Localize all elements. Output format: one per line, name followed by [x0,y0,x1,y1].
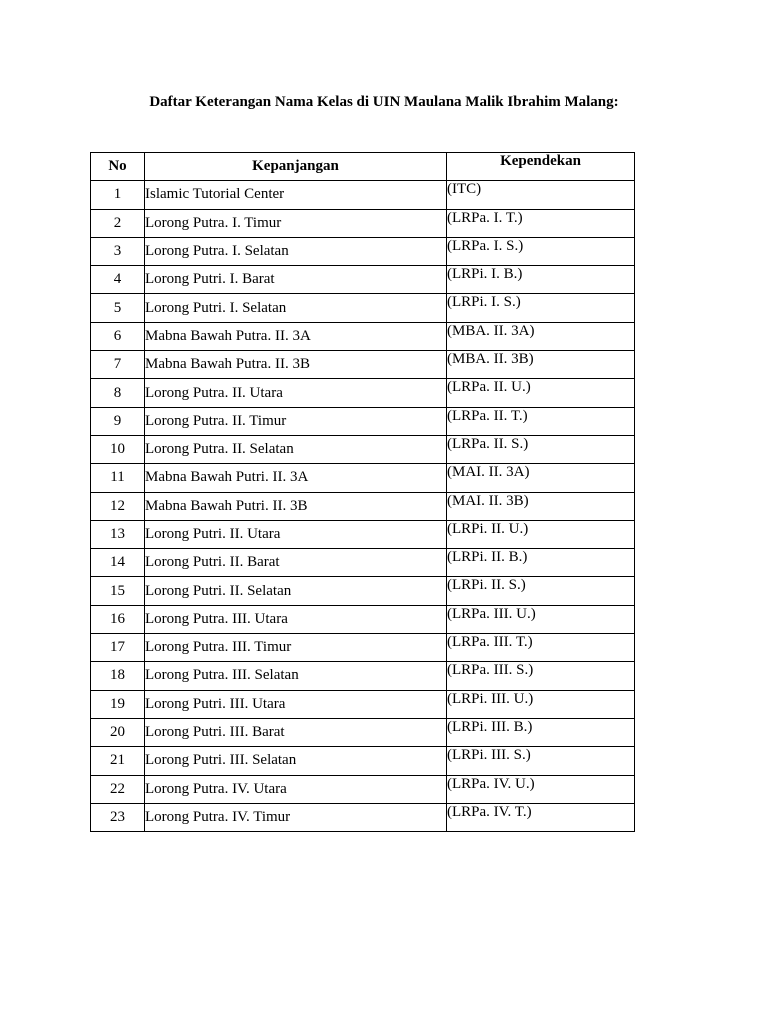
page-title: Daftar Keterangan Nama Kelas di UIN Maulana Malik Ibrahim Malang: [149,94,619,110]
row-kependekan: (LRPa. I. T.) [447,209,635,237]
table-row [91,662,635,690]
row-kepanjangan: Lorong Putri. III. Barat [145,718,447,746]
row-number: 17 [91,634,145,662]
row-kepanjangan: Lorong Putri. II. Barat [145,549,447,577]
row-number: 18 [91,662,145,690]
row-kependekan: (LRPi. I. B.) [447,266,635,294]
row-number: 11 [91,464,145,492]
row-number: 15 [91,577,145,605]
table-row [91,379,635,407]
table-row [91,577,635,605]
row-kependekan: (MBA. II. 3A) [447,322,635,350]
row-kependekan: (MAI. II. 3B) [447,492,635,520]
row-kependekan: (ITC) [447,181,635,209]
table-row [91,690,635,718]
row-number: 8 [91,379,145,407]
table-row [91,775,635,803]
row-kepanjangan: Lorong Putri. I. Selatan [145,294,447,322]
row-number: 4 [91,266,145,294]
row-kependekan: (LRPa. II. T.) [447,407,635,435]
row-kepanjangan: Lorong Putra. IV. Utara [145,775,447,803]
row-kepanjangan: Lorong Putri. II. Selatan [145,577,447,605]
table-row [91,407,635,435]
table-row [91,549,635,577]
table-row [91,351,635,379]
table-row [91,294,635,322]
row-kepanjangan: Mabna Bawah Putra. II. 3A [145,322,447,350]
row-kependekan: (LRPi. III. U.) [447,690,635,718]
row-kependekan: (MBA. II. 3B) [447,351,635,379]
row-kepanjangan: Islamic Tutorial Center [145,181,447,209]
row-number: 13 [91,520,145,548]
row-number: 5 [91,294,145,322]
table-row [91,605,635,633]
table-row [91,181,635,209]
row-kependekan: (LRPa. III. T.) [447,634,635,662]
row-kepanjangan: Lorong Putra. I. Selatan [145,237,447,265]
row-kepanjangan: Lorong Putra. I. Timur [145,209,447,237]
row-kepanjangan: Lorong Putra. III. Selatan [145,662,447,690]
table-row [91,209,635,237]
row-number: 23 [91,803,145,831]
row-number: 19 [91,690,145,718]
row-kependekan: (LRPi. II. B.) [447,549,635,577]
row-kependekan: (LRPa. III. S.) [447,662,635,690]
row-kepanjangan: Lorong Putri. III. Selatan [145,747,447,775]
row-kepanjangan: Lorong Putra. II. Timur [145,407,447,435]
table-row [91,237,635,265]
table-body [91,181,635,832]
row-number: 3 [91,237,145,265]
table-header-row [91,153,635,181]
row-kependekan: (LRPa. IV. T.) [447,803,635,831]
class-name-table [90,152,635,832]
row-number: 1 [91,181,145,209]
table-row [91,520,635,548]
row-number: 7 [91,351,145,379]
row-kependekan: (LRPi. II. U.) [447,520,635,548]
row-kepanjangan: Lorong Putra. II. Utara [145,379,447,407]
row-kepanjangan: Lorong Putri. I. Barat [145,266,447,294]
table-row [91,634,635,662]
row-number: 16 [91,605,145,633]
table-row [91,266,635,294]
table-row [91,492,635,520]
row-number: 9 [91,407,145,435]
table-row [91,435,635,463]
row-kependekan: (MAI. II. 3A) [447,464,635,492]
row-kepanjangan: Lorong Putra. III. Utara [145,605,447,633]
row-kependekan: (LRPa. I. S.) [447,237,635,265]
table-row [91,718,635,746]
row-kepanjangan: Mabna Bawah Putri. II. 3B [145,492,447,520]
row-kepanjangan: Lorong Putri. III. Utara [145,690,447,718]
row-number: 2 [91,209,145,237]
table-row [91,322,635,350]
header-kependekan: Kependekan [447,153,635,181]
row-number: 21 [91,747,145,775]
table-row [91,464,635,492]
row-number: 6 [91,322,145,350]
row-kepanjangan: Mabna Bawah Putra. II. 3B [145,351,447,379]
row-kependekan: (LRPa. II. S.) [447,435,635,463]
row-kependekan: (LRPa. IV. U.) [447,775,635,803]
header-no: No [91,153,145,181]
table-row [91,803,635,831]
row-kependekan: (LRPi. I. S.) [447,294,635,322]
row-number: 20 [91,718,145,746]
row-kepanjangan: Lorong Putra. IV. Timur [145,803,447,831]
row-kependekan: (LRPi. III. S.) [447,747,635,775]
row-kependekan: (LRPa. II. U.) [447,379,635,407]
row-kependekan: (LRPi. III. B.) [447,718,635,746]
row-kepanjangan: Mabna Bawah Putri. II. 3A [145,464,447,492]
row-number: 22 [91,775,145,803]
row-kepanjangan: Lorong Putri. II. Utara [145,520,447,548]
row-number: 10 [91,435,145,463]
row-kepanjangan: Lorong Putra. III. Timur [145,634,447,662]
table-row [91,747,635,775]
row-number: 14 [91,549,145,577]
row-kependekan: (LRPa. III. U.) [447,605,635,633]
row-kependekan: (LRPi. II. S.) [447,577,635,605]
header-kepanjangan: Kepanjangan [145,153,447,181]
row-number: 12 [91,492,145,520]
row-kepanjangan: Lorong Putra. II. Selatan [145,435,447,463]
